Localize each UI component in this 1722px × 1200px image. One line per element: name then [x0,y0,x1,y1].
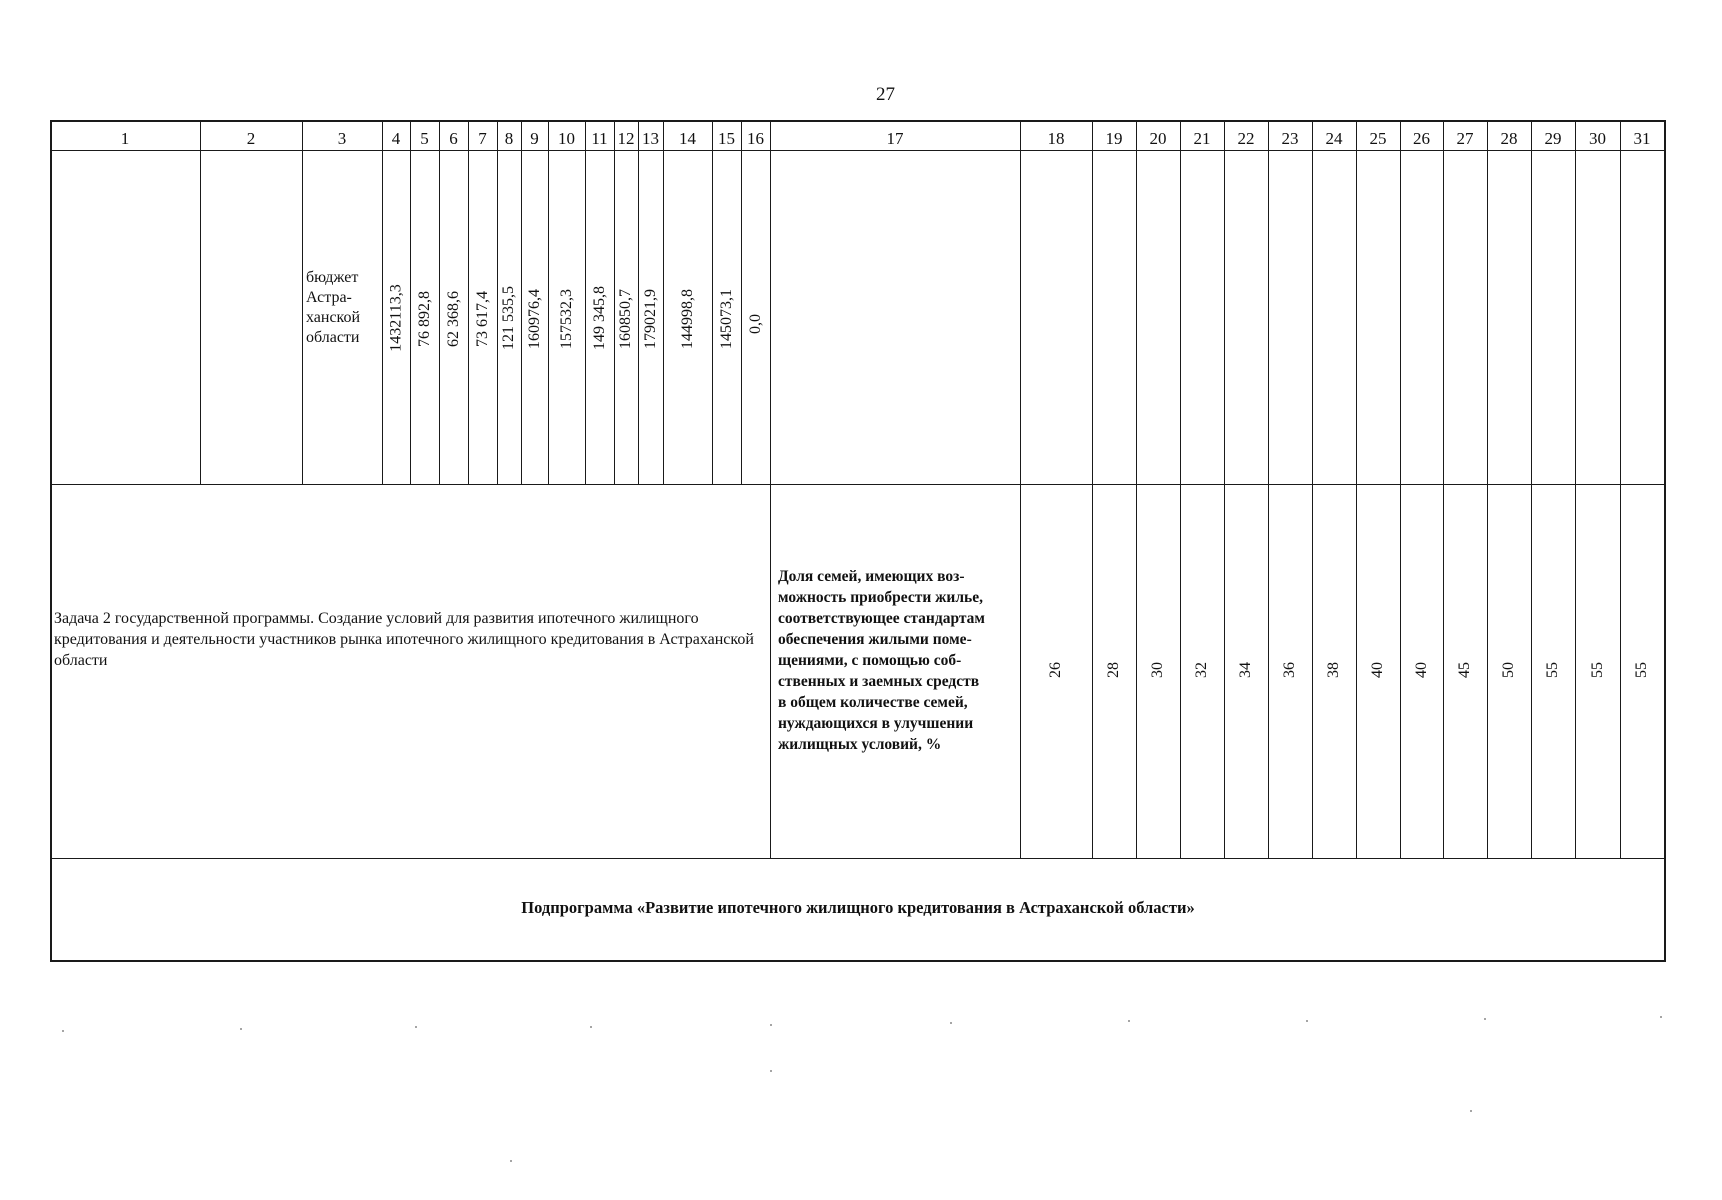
column-number: 22 [1237,129,1255,148]
budget-value: 160976,4 [525,289,543,349]
budget-value: 76 892,8 [415,291,433,347]
column-number: 27 [1456,129,1474,148]
column-rule [521,120,522,484]
scan-speck [770,1024,772,1026]
column-number: 29 [1544,129,1562,148]
column-rule [1487,120,1488,858]
column-rule [1400,120,1401,858]
table-border-top [50,120,1665,122]
indicator-value: 55 [1633,662,1650,678]
column-number: 6 [449,129,458,148]
scan-speck [590,1026,592,1028]
column-rule [712,120,713,484]
column-rule [663,120,664,484]
column-number: 14 [679,129,696,148]
scan-speck [1470,1110,1472,1112]
table-border-side [1664,120,1666,962]
subprogram-title: Подпрограмма «Развитие ипотечного жилищного кредитования в Астраханской области» [521,898,1195,917]
scan-speck [770,1070,772,1072]
column-rule [741,120,742,484]
column-rule [1620,120,1621,858]
column-number: 26 [1413,129,1430,148]
scan-speck [240,1028,242,1030]
indicator-value: 34 [1237,662,1254,678]
scan-speck [1660,1016,1662,1018]
column-rule [614,120,615,484]
column-number: 19 [1105,129,1123,148]
budget-value: 1432113,3 [387,284,405,352]
budget-value: 121 535,5 [500,286,517,350]
row-rule [50,484,1665,485]
column-rule [1180,120,1181,858]
scan-speck [1128,1020,1130,1022]
column-rule [548,120,549,484]
column-rule [200,120,201,484]
column-rule [468,120,469,484]
column-rule [439,120,440,484]
scan-speck [62,1030,64,1032]
indicator-value: 38 [1325,662,1342,678]
indicator-value: 50 [1500,662,1517,678]
budget-value: 144998,8 [678,289,696,349]
indicator-description: Доля семей, имеющих воз- можность приобрести жилье, соответствующее стандартам обеспечения жилыми поме- щениями, с помощью соб- ственных и заемных средств в общем количестве семей, нуждающихся в улучшении жилищных условий, % [778,568,985,753]
scan-speck [1306,1020,1308,1022]
column-number: 3 [337,129,347,148]
column-number: 13 [642,129,659,148]
column-number: 4 [391,129,401,148]
budget-value: 160850,7 [617,289,634,349]
column-rule [1224,120,1225,858]
column-number: 28 [1500,129,1518,148]
column-rule [585,120,586,484]
column-rule [1575,120,1576,858]
column-number: 24 [1325,129,1343,148]
indicator-value: 26 [1047,662,1064,678]
column-number: 30 [1589,129,1606,148]
budget-value: 157532,3 [557,289,575,349]
column-number: 20 [1149,129,1167,148]
budget-value: 145073,1 [717,289,735,349]
column-number: 15 [718,129,735,148]
table-border-bottom [50,960,1665,962]
indicator-value: 45 [1456,662,1473,678]
column-rule [1268,120,1269,858]
column-number: 10 [558,129,575,148]
column-number: 31 [1633,129,1651,148]
budget-value: 73 617,4 [473,291,491,347]
indicator-value: 30 [1149,662,1166,678]
funding-source-label: бюджет Астра- ханской области [306,269,361,346]
indicator-value: 28 [1105,662,1122,678]
column-rule [1092,120,1093,858]
column-number: 18 [1047,129,1065,148]
column-rule [1443,120,1444,858]
page-number: 27 [876,84,895,105]
column-rule [1020,120,1021,858]
column-rule [770,120,771,484]
column-rule [497,120,498,484]
budget-value: 149 345,8 [590,286,608,350]
scan-speck [1484,1018,1486,1020]
column-number: 25 [1369,129,1387,148]
scan-speck [415,1026,417,1028]
column-rule [770,484,771,858]
column-number: 1 [120,129,130,148]
scan-speck [510,1160,512,1162]
column-number: 16 [747,129,764,148]
column-number: 23 [1281,129,1299,148]
column-rule [1136,120,1137,858]
indicator-value: 40 [1369,662,1386,678]
budget-value: 179021,9 [641,289,659,349]
table-border-side [50,120,52,962]
indicator-value: 55 [1544,662,1561,678]
column-number: 8 [504,129,514,148]
budget-value: 62 368,6 [444,291,462,347]
column-rule [382,120,383,484]
column-number: 12 [617,129,635,148]
indicator-value: 36 [1281,662,1298,678]
column-number: 21 [1193,129,1211,148]
column-number: 5 [420,129,429,148]
column-number: 9 [530,129,539,148]
column-rule [410,120,411,484]
column-rule [1531,120,1532,858]
column-rule [1356,120,1357,858]
column-number: 7 [478,129,487,148]
column-rule [638,120,639,484]
column-rule [1312,120,1313,858]
row-rule [50,858,1665,859]
column-rule [302,120,303,484]
indicator-value: 32 [1193,662,1210,678]
column-number: 17 [886,129,904,148]
column-number: 2 [246,129,256,148]
budget-value: 0,0 [746,314,764,334]
task-description: Задача 2 государственной программы. Создание условий для развития ипотечного жилищного кредитования и деятельности участников рынка ипотечного жилищного кредитования в Астраханской области [54,610,754,669]
indicator-value: 55 [1588,662,1606,678]
column-number: 11 [591,129,608,148]
scan-speck [950,1022,952,1024]
indicator-value: 40 [1412,662,1430,678]
